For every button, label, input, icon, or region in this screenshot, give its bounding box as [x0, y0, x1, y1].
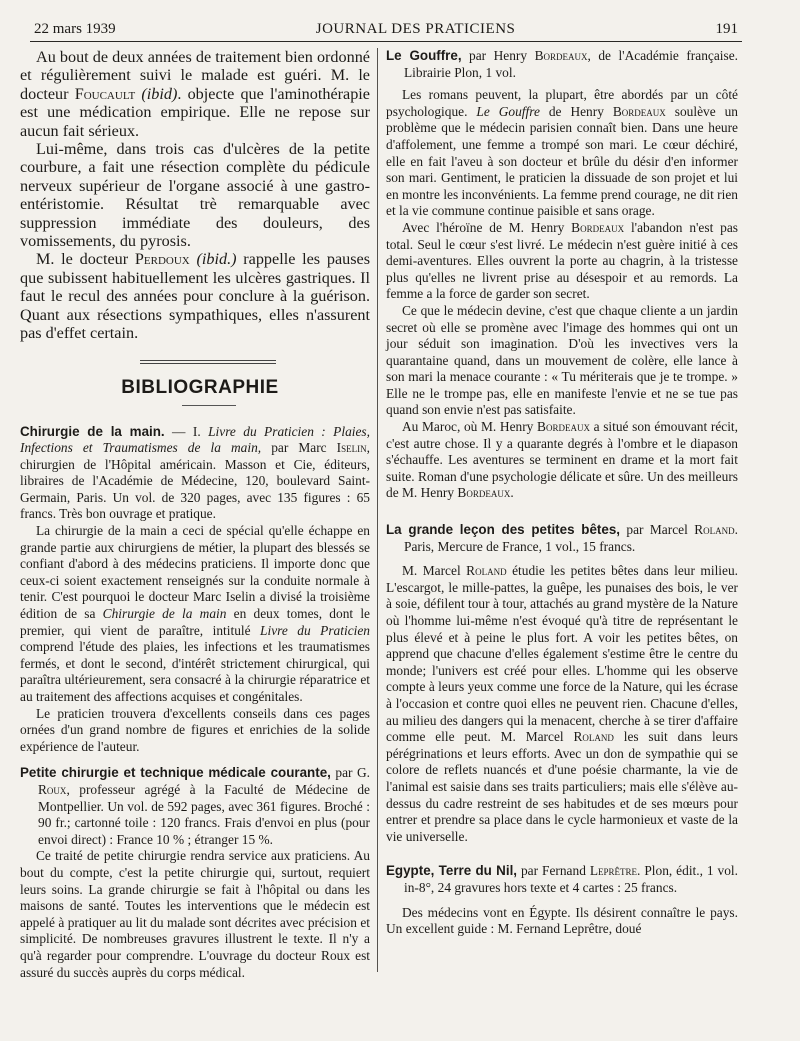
entry-egypte: Egypte, Terre du Nil, par Fernand Leprêtre. Plon, édit., 1 vol. in-8°, 24 gravures hors texte et 4 cartes : 25 francs.: [386, 863, 738, 895]
entry-petites-betes: La grande leçon des petites bêtes, par Marcel Roland. Paris, Mercure de France, 1 vol., 15 francs.: [386, 522, 738, 554]
gouffre-paragraph-4: Au Maroc, où M. Henry Bordeaux a situé son émouvant récit, c'est autre chose. Il y a quarante degrés à l'ombre et le diapason s'échauffe. Les aventures se terminent en drame et la mort fait suite. Roman d'une psychologie délicate et sûre. Un des meilleurs de M. Henry Bordeaux.: [386, 419, 738, 501]
journal-title: JOURNAL DES PRATICIENS: [315, 20, 516, 37]
right-column: [386, 48, 738, 938]
page-header: [34, 16, 738, 42]
issue-date: 22 mars 1939: [34, 20, 116, 37]
egypte-paragraph: Des médecins vont en Égypte. Ils désirent connaître le pays. Un excellent guide : M. Fernand Leprêtre, doué: [386, 904, 738, 937]
entry-chirurgie-main: Chirurgie de la main. — I. Livre du Praticien : Plaies, Infections et Traumatismes de la main, par Marc Iselin, chirurgien de l'Hôpital américain. Masson et Cie, éditeurs, libraires de l'Académie de Médecine, 120, boulevard Saint-Germain, Paris. Un vol. de 320 pages, avec 135 figures : 65 francs. Très bon ouvrage et pratique.: [20, 423, 370, 522]
gouffre-paragraph-1: Les romans peuvent, la plupart, être abordés par un côté psychologique. Le Gouffre de Henry Bordeaux soulève un problème que le médecin parisien connaît bien. Dans une heure d'affolement, une femme a trompé son mari. Le cœur déchiré, elle en fait l'aveu à son docteur et brûle du désir d'en informer son mari. Gentiment, le praticien la dissuade de son projet et lui en montre les inconvénients. La femme prend courage, ne dit rien et la vie commune continue paisible et sans orage.: [386, 87, 738, 219]
double-rule-ornament: [20, 355, 370, 369]
perdoux-paragraph: M. le docteur Perdoux (ibid.) rappelle les pauses que subissent habituellement les ulcères gastriques. Il faut le recul des années pour conclure à la guérison. Quant aux résections sympathiques, elles n'assurent pas d'effet certain.: [20, 250, 371, 343]
entry-le-gouffre: Le Gouffre, par Henry Bordeaux, de l'Académie française. Librairie Plon, 1 vol.: [386, 48, 738, 80]
chirurgie-paragraph-2: Le praticien trouvera d'excellents conseils dans ces pages ornées d'un grand nombre de figures et enrichies de la solide expérience de l'auteur.: [20, 705, 370, 754]
entry-petite-chirurgie: Petite chirurgie et technique médicale courante, par G. Roux, professeur agrégé à la Faculté de Médecine de Montpellier. Un vol. de 592 pages, avec 361 figures. Broché : 90 fr.; cartonné toile : 120 francs. Frais d'envoi en plus (pour envoi direct) : France 10 % ; étranger 15 %.: [20, 765, 370, 847]
header-rule: [30, 41, 742, 42]
chirurgie-paragraph-1: La chirurgie de la main a ceci de spécial qu'elle échappe en grande partie aux chirurgiens de métier, la plupart des blessés se confiant d'abord à des médecins praticiens. Il importe donc que ceux-ci soient exactement renseignés sur la conduite normale à tenir. C'est pourquoi le docteur Marc Iselin a divisé la troisième édition de sa Chirurgie de la main en deux tomes, dont le premier, qui vient de paraître, intitulé Livre du Praticien comprend l'étude des plaies, les infections et les traumatismes fermés, et dont le second, d'intérêt strictement chirurgical, qui paraîtra ultérieurement, sera consacré à la chirurgie réparatrice et au traitement des affections acquises et congénitales.: [20, 523, 370, 704]
gouffre-paragraph-3: Ce que le médecin devine, c'est que chaque cliente a un jardin secret où elle se promène avec l'image des hommes qui ont un jour séduit son imagination. D'où les invectives vers la quarantaine quand, dans un mouvement de colère, elle lance à son mari la menace courante : « Tu mériterais que je te trompe. » Elle ne le trompe pas, elle en manifeste l'envie et ne se tue pas quand son envie n'est pas satisfaite.: [386, 302, 738, 418]
intro-paragraph-2: Lui-même, dans trois cas d'ulcères de la petite courbure, a fait une résection complète du pédicule nerveux supérieur de l'organe associé à une gastro-entéristomie. Résultat trè remarquable avec suppression immédiate des douleurs, des vomissements, du pyrosis.: [20, 140, 370, 251]
section-title: BIBLIOGRAPHIE: [121, 376, 279, 398]
gouffre-paragraph-2: Avec l'héroïne de M. Henry Bordeaux l'abandon n'est pas total. Seul le cœur s'est livré. Le médecin n'est guère initié à ces demi-aventures. Elles ouvrent la porte au chagrin, à la tristesse plus qu'elles ne livrent prise au désespoir et au remords. La femme a la force de garder son secret.: [386, 219, 738, 302]
column-divider: [377, 48, 378, 972]
section-rule: [182, 405, 236, 406]
page-number: 191: [715, 20, 738, 37]
petite-chirurgie-paragraph: Ce traité de petite chirurgie rendra service aux praticiens. Au bout du compte, c'est la petite chirurgie qui, surtout, requiert leurs soins. La grande chirurgie se fait à l'hôpital ou dans les maisons de santé. Toutes les interventions que le médecin est appelé à pratiquer au lit du malade sont décrites avec précision et simplicité. De nombreuses gravures illustrent le texte. Il n'y a qu'à regarder pour comprendre. L'ouvrage du docteur Roux est assuré du succès auprès du corps médical.: [20, 848, 370, 980]
left-column: [20, 48, 370, 981]
intro-paragraph-1: Au bout de deux années de traitement bien ordonné et régulièrement suivi le malade est guéri. M. le docteur Foucault (ibid). objecte que l'aminothérapie est une médication empirique. Elle ne repose sur aucun fait sérieux.: [20, 48, 370, 140]
petites-betes-paragraph: M. Marcel Roland étudie les petites bêtes dans leur milieu. L'escargot, le mille-pattes, la guêpe, les punaises des bois, le ver à soie, défilent tour à tour, attachés au grand mystère de la Nature où l'homme lui-même n'est évoqué qu'à titre de représentant le plus élevé et à peine le plus fort. A voir les petites bêtes, on apprend que chacune d'elles également s'estime être le centre du monde; l'univers est créé pour elles. L'homme qui les observe compte à leurs yeux comme une force de la Nature, qui les écrase à l'occasion et contre quoi elles ne peuvent rien. Chacune d'elles, au milieu des dangers qui la menacent, cherche à se tirer d'affaire comme elle peut. M. Marcel Roland les suit dans leurs pérégrinations et leurs efforts. Avec un don de sympathie qui se colore de reflets nuancés et d'une poésie charmante, la vie de l'animal est saisie dans ses traits particuliers; mais elle s'élève au-dessus du cadre restreint de ses habitudes et de ses mœurs pour entrer et prendre sa place dans le cycle harmonieux et vaste de la vie universelle.: [386, 563, 738, 844]
